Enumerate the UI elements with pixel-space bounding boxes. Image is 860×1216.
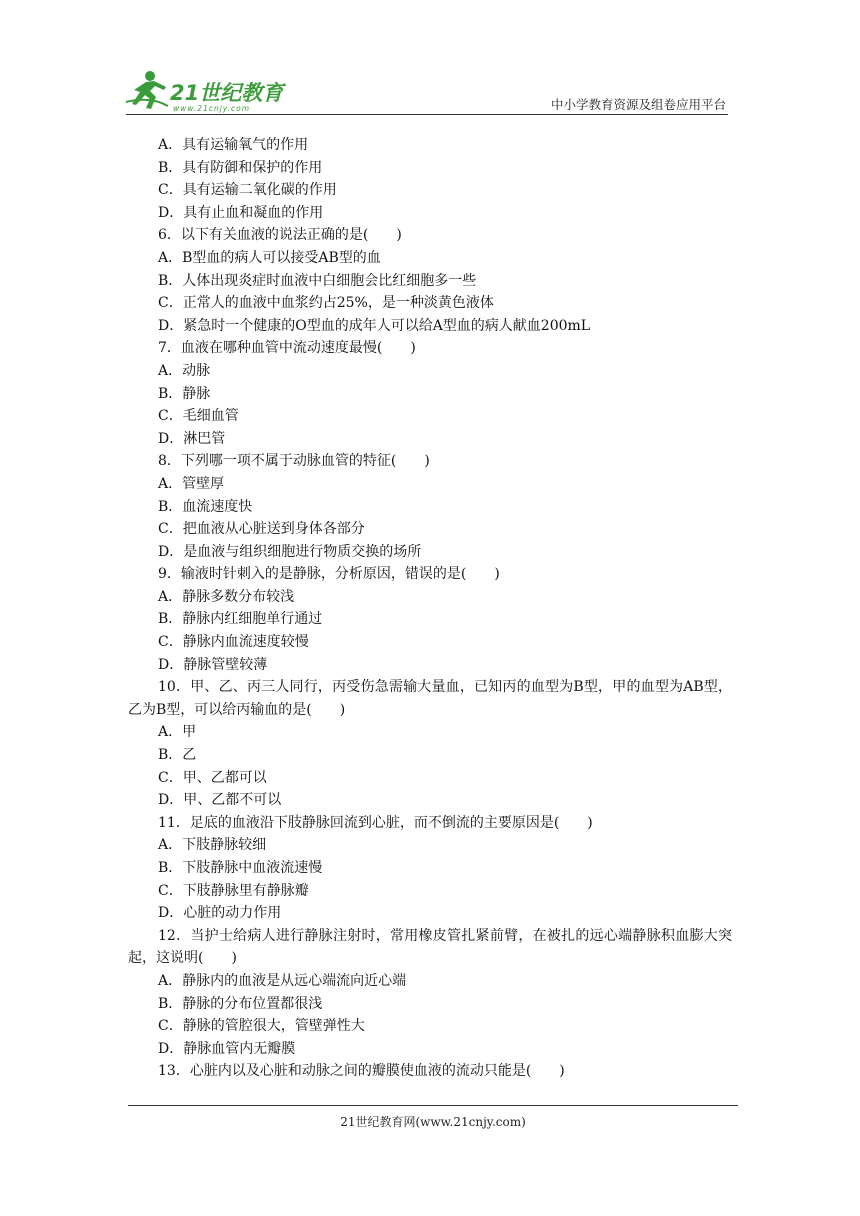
question-stem: 8．下列哪一项不属于动脉血管的特征( ) (158, 453, 430, 470)
answer-option: D．紧急时一个健康的O型血的成年人可以给A型血的病人献血200mL (158, 317, 591, 334)
answer-option: D．甲、乙都不可以 (158, 792, 282, 809)
answer-option: C．毛细血管 (158, 408, 239, 425)
svg-text:www.21cnjy.com: www.21cnjy.com (173, 104, 251, 113)
answer-option: B．血流速度快 (158, 498, 253, 515)
answer-option: C．把血液从心脏送到身体各部分 (158, 521, 365, 538)
question-stem: 10．甲、乙、丙三人同行，丙受伤急需输大量血，已知丙的血型为B型，甲的血型为AB型，乙为B型，可以给丙输血的是( ) (128, 679, 732, 718)
answer-option: A．静脉内的血液是从远心端流向近心端 (158, 972, 407, 989)
answer-option: D．心脏的动力作用 (158, 905, 282, 922)
answer-option: B．人体出现炎症时血液中白细胞会比红细胞多一些 (158, 272, 477, 289)
question-content (128, 134, 732, 1083)
logo (120, 68, 295, 114)
answer-option: C．下肢静脉里有静脉瓣 (158, 882, 309, 899)
answer-option: C．正常人的血液中血浆约占25%，是一种淡黄色液体 (158, 295, 494, 312)
answer-option: A．B型血的病人可以接受AB型的血 (158, 249, 381, 266)
answer-option: A．甲 (158, 724, 197, 741)
answer-option: A．下肢静脉较细 (158, 837, 267, 854)
answer-option: B．静脉的分布位置都很浅 (158, 995, 323, 1012)
answer-option: C．静脉内血流速度较慢 (158, 634, 309, 651)
answer-option: C．具有运输二氧化碳的作用 (158, 182, 337, 199)
answer-option: A．管壁厚 (158, 475, 225, 492)
answer-option: C．静脉的管腔很大，管壁弹性大 (158, 1018, 365, 1035)
answer-option: D．静脉管壁较薄 (158, 656, 268, 673)
answer-option: B．乙 (158, 747, 197, 764)
header-divider (126, 114, 728, 115)
answer-option: D．静脉血管内无瓣膜 (158, 1040, 296, 1057)
answer-option: D．是血液与组织细胞进行物质交换的场所 (158, 543, 422, 560)
answer-option: C．甲、乙都可以 (158, 769, 267, 786)
question-stem: 13．心脏内以及心脏和动脉之间的瓣膜使血液的流动只能是( ) (158, 1063, 565, 1080)
page-footer: 21世纪教育网(www.21cnjy.com) (340, 1115, 526, 1129)
question-stem: 11．足底的血液沿下肢静脉回流到心脏，而不倒流的主要原因是( ) (158, 814, 593, 831)
footer-divider (128, 1105, 738, 1106)
svg-text:21世纪教育: 21世纪教育 (170, 81, 284, 105)
question-stem: 6．以下有关血液的说法正确的是( ) (158, 227, 402, 244)
answer-option: B．下肢静脉中血液流速慢 (158, 860, 323, 876)
answer-option: B．静脉 (158, 385, 211, 402)
runner-logo-icon (120, 68, 295, 114)
question-stem: 12．当护士给病人进行静脉注射时，常用橡皮管扎紧前臂，在被扎的远心端静脉积血膨大突起，这说明( ) (128, 927, 732, 967)
platform-name: 中小学教育资源及组卷应用平台 (550, 97, 726, 112)
answer-option: D．具有止血和凝血的作用 (158, 204, 324, 221)
answer-option: A．动脉 (158, 362, 211, 379)
answer-option: A．具有运输氧气的作用 (158, 137, 309, 153)
answer-option: D．淋巴管 (158, 430, 226, 447)
answer-option: A．静脉多数分布较浅 (158, 588, 295, 605)
answer-option: B．具有防御和保护的作用 (158, 159, 323, 176)
question-stem: 9．输液时针刺入的是静脉，分析原因，错误的是( ) (158, 566, 500, 583)
answer-option: B．静脉内红细胞单行通过 (158, 611, 323, 628)
page-header (120, 66, 726, 116)
question-stem: 7．血液在哪种血管中流动速度最慢( ) (158, 340, 416, 357)
